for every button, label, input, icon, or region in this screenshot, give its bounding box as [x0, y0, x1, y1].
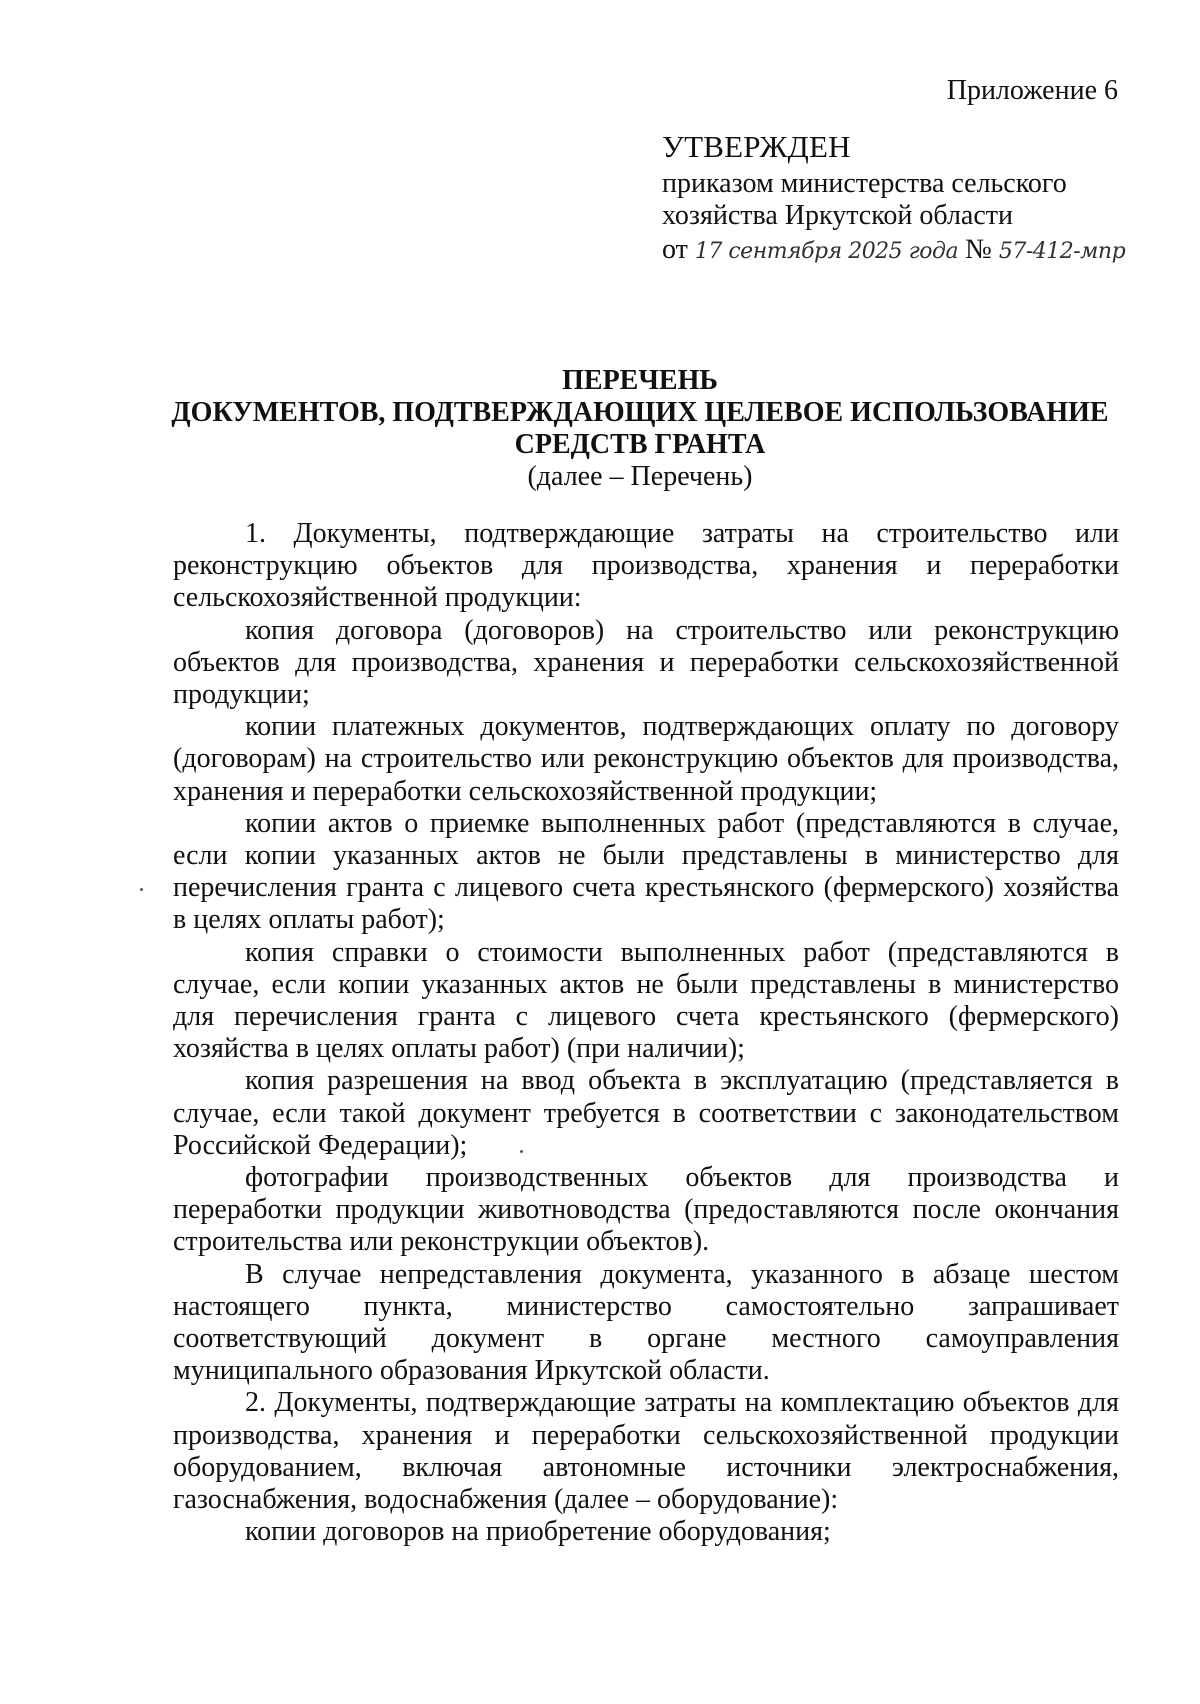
scan-speck [520, 1150, 523, 1153]
title-note: (далее – Перечень) [527, 461, 753, 492]
paragraph-contract-copy: копия договора (договоров) на строительство или реконструкцию объектов для производства, хранения и переработки сельскохозяйственной продукции; [173, 614, 1119, 711]
paragraph-section-2: 2. Документы, подтверждающие затраты на комплектацию объектов для производства, хранения и переработки сельскохозяйственной продукции оборудованием, включая автономные источники электроснабжения, газоснабжения, водоснабжения (далее – оборудование): [173, 1387, 1119, 1516]
document-body [173, 518, 1119, 1549]
paragraph-payment-docs: копии платежных документов, подтверждающих оплату по договору (договорам) на строительство или реконструкцию объектов для производства, хранения и переработки сельскохозяйственной продукции; [173, 711, 1119, 807]
paragraph-section-1: 1. Документы, подтверждающие затраты на строительство или реконструкцию объектов для производства, хранения и переработки сельскохозяйственной продукции: [173, 518, 1119, 614]
paragraph-cost-certificate: копия справки о стоимости выполненных работ (представляются в случае, если копии указанных актов не были представлены в министерство для перечисления гранта с лицевого счета крестьянского (фермерского) хозяйства в целях оплаты работ) (при наличии); [173, 936, 1119, 1065]
appendix-label: Приложение 6 [946, 75, 1118, 106]
paragraph-permit-copy: копия разрешения на ввод объекта в эксплуатацию (представляется в случае, если такой документ требуется в соответствии с законодательством Российской Федерации); [173, 1065, 1119, 1161]
title-main: ПЕРЕЧЕНЬ [562, 365, 718, 396]
approval-date-line [662, 234, 1132, 268]
paragraph-photos: фотографии производственных объектов для производства и переработки продукции животноводства (предоставляются после окончания строительства или реконструкции объектов). [173, 1162, 1119, 1258]
number-prefix: № [965, 234, 992, 265]
paragraph-non-submission: В случае непредставления документа, указанного в абзаце шестом настоящего пункта, министерство самостоятельно запрашивает соответствующий документ в органе местного самоуправления муниципального образования Иркутской области. [173, 1258, 1119, 1387]
approved-title: УТВЕРЖДЕН [662, 129, 851, 164]
title-subtitle-2: СРЕДСТВ ГРАНТА [514, 429, 766, 460]
scan-speck [140, 888, 143, 891]
approval-block [662, 131, 1132, 268]
document-title [160, 365, 1120, 493]
handwritten-date: 17 сентября 2025 года [694, 239, 959, 264]
from-prefix: от [662, 234, 688, 265]
paragraph-equipment-contracts: копии договоров на приобретение оборудования; [245, 1516, 831, 1548]
handwritten-order-number: 57-412-мпр [998, 239, 1126, 264]
approval-line-2: хозяйства Иркутской области [662, 200, 1013, 231]
approval-line-1: приказом министерства сельского [662, 168, 1067, 199]
title-subtitle-1: ДОКУМЕНТОВ, ПОДТВЕРЖДАЮЩИХ ЦЕЛЕВОЕ ИСПОЛЬЗОВАНИЕ [171, 397, 1109, 428]
paragraph-acceptance-acts: копии актов о приемке выполненных работ (представляются в случае, если копии указанных актов не были представлены в министерство для перечисления гранта с лицевого счета крестьянского (фермерского) хозяйства в целях оплаты работ); [173, 807, 1119, 936]
